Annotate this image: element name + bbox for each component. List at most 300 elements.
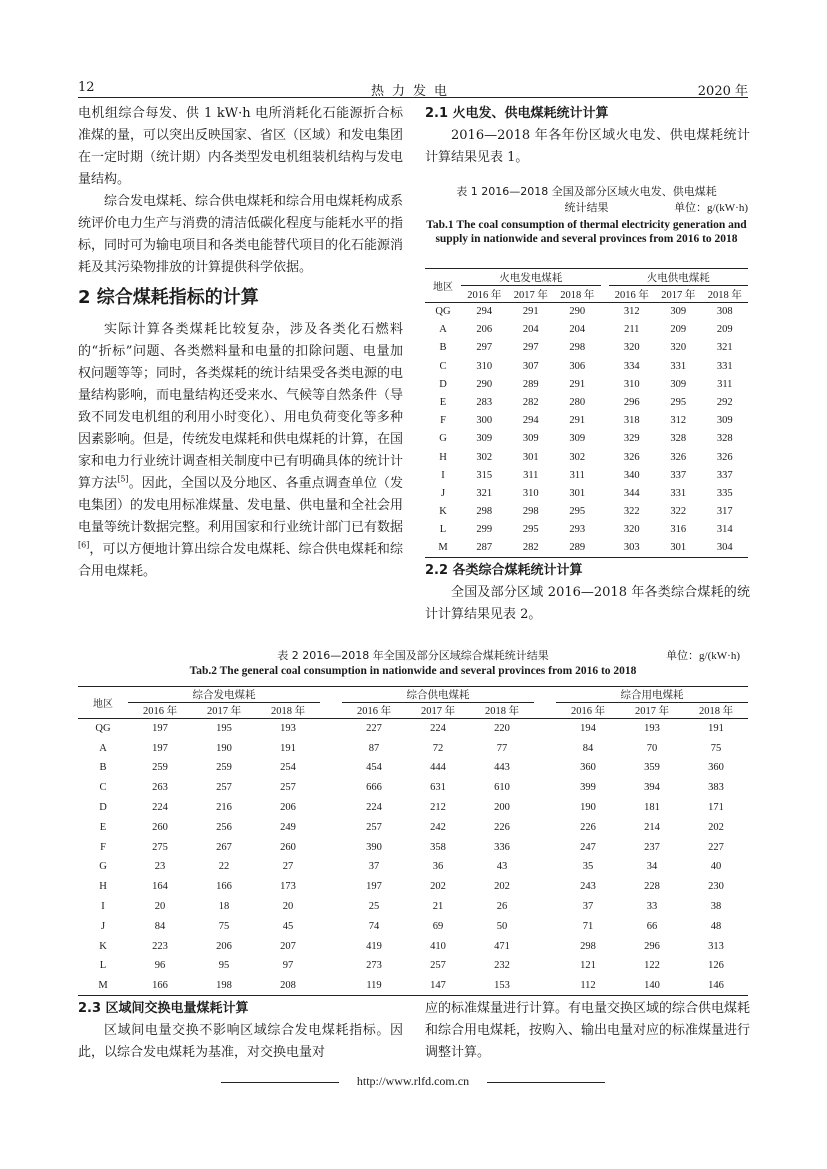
- table-row: [78, 956, 748, 976]
- value-cell: 309: [670, 378, 687, 390]
- value-cell: 119: [366, 980, 382, 991]
- value-cell: 320: [670, 342, 687, 354]
- region-cell: D: [99, 802, 107, 814]
- value-cell: 36: [432, 861, 444, 873]
- value-cell: 294: [476, 306, 493, 318]
- value-cell: 37: [368, 861, 380, 873]
- region-cell: B: [99, 762, 107, 774]
- value-cell: 207: [280, 940, 296, 952]
- year-header: 2016 年: [356, 706, 392, 717]
- value-cell: 336: [494, 841, 510, 853]
- value-cell: 298: [580, 940, 596, 952]
- column-gap: [320, 817, 342, 837]
- value-cell: 45: [282, 920, 294, 932]
- value-cell: 249: [280, 821, 296, 833]
- column-gap: [601, 393, 609, 411]
- value-cell: 280: [569, 397, 586, 409]
- value-cell: 224: [366, 802, 382, 814]
- value-cell: 273: [366, 960, 382, 972]
- value-cell: 48: [710, 920, 722, 932]
- value-cell: 444: [430, 762, 446, 774]
- column-gap: [320, 877, 342, 897]
- value-cell: 313: [708, 940, 724, 952]
- value-cell: 69: [432, 920, 444, 932]
- table-row: [425, 375, 748, 393]
- value-cell: 297: [476, 342, 493, 354]
- value-cell: 206: [280, 802, 296, 814]
- value-cell: 75: [218, 920, 230, 932]
- footer-url[interactable]: http://www.rlfd.com.cn: [356, 1074, 470, 1088]
- value-cell: 193: [644, 723, 660, 735]
- table-row: [78, 778, 748, 798]
- value-cell: 317: [716, 506, 733, 518]
- value-cell: 328: [670, 433, 687, 445]
- value-cell: 43: [496, 861, 508, 873]
- value-cell: 289: [569, 542, 586, 554]
- value-cell: 309: [569, 433, 586, 445]
- footer-rule: [487, 1082, 605, 1083]
- region-cell: M: [98, 980, 108, 991]
- value-cell: 322: [670, 506, 687, 518]
- table1-caption: [425, 184, 748, 246]
- value-cell: 257: [280, 782, 296, 794]
- column-gap: [320, 798, 342, 818]
- table-row: [425, 503, 748, 521]
- value-cell: 290: [569, 306, 586, 318]
- value-cell: 267: [216, 841, 232, 853]
- value-cell: 198: [216, 980, 232, 991]
- value-cell: 197: [152, 742, 168, 754]
- value-cell: 204: [569, 324, 586, 336]
- value-cell: 443: [494, 762, 510, 774]
- table-row: [425, 393, 748, 411]
- value-cell: 294: [522, 415, 539, 427]
- region-cell: B: [439, 342, 447, 354]
- value-cell: 18: [218, 901, 230, 913]
- paragraph: 应的标准煤量进行计算。有电量交换区域的综合供电煤耗和综合用电煤耗，按购入、输出电量对应的标准煤量进行调整计算。: [425, 1001, 751, 1060]
- column-gap: [601, 412, 609, 430]
- column-gap: [320, 916, 342, 936]
- region-cell: H: [99, 881, 107, 893]
- value-cell: 296: [623, 397, 640, 409]
- value-cell: 23: [154, 861, 166, 873]
- value-cell: 309: [716, 415, 733, 427]
- region-cell: G: [99, 861, 107, 873]
- value-cell: 211: [624, 324, 640, 336]
- value-cell: 166: [152, 980, 168, 991]
- table2-caption-en: Tab.2 The general coal consumption in nationwide and several provinces from 2016 to 2018: [189, 665, 637, 677]
- region-cell: J: [100, 920, 106, 932]
- table2-unit: 单位：g/(kW·h): [666, 650, 740, 662]
- year-header: 2016 年: [570, 706, 606, 717]
- column-gap: [534, 817, 556, 837]
- value-cell: 309: [522, 433, 539, 445]
- region-cell: H: [439, 451, 447, 463]
- section-heading: 2 综合煤耗指标的计算: [78, 287, 259, 308]
- column-gap: [601, 448, 609, 466]
- table-row: [78, 738, 748, 758]
- table1-caption-en: Tab.1 The coal consumption of thermal electricity generation and supply in nationwide and several provinces from 2016 to 2018: [426, 219, 747, 245]
- value-cell: 70: [646, 742, 658, 754]
- subsection-heading: 2.1 火电发、供电煤耗统计计算: [425, 106, 609, 121]
- value-cell: 312: [670, 415, 687, 427]
- value-cell: 308: [716, 306, 733, 318]
- value-cell: 297: [522, 342, 539, 354]
- column-gap: [320, 703, 342, 719]
- value-cell: 202: [430, 881, 446, 893]
- value-cell: 260: [152, 821, 168, 833]
- running-header: [78, 80, 748, 98]
- value-cell: 263: [152, 782, 168, 794]
- value-cell: 21: [432, 901, 444, 913]
- value-cell: 321: [476, 487, 493, 499]
- table-row: [78, 719, 748, 739]
- value-cell: 84: [582, 742, 594, 754]
- table1-caption-cn-2: 统计结果: [564, 201, 609, 214]
- column-gap: [601, 466, 609, 484]
- value-cell: 26: [496, 901, 508, 913]
- value-cell: 193: [280, 723, 296, 735]
- region-cell: E: [99, 821, 107, 833]
- table-row: [425, 303, 748, 321]
- value-cell: 326: [623, 451, 640, 463]
- citation: [5]: [117, 474, 129, 484]
- column-gap: [601, 539, 609, 557]
- table-row: [425, 448, 748, 466]
- value-cell: 121: [580, 960, 596, 972]
- value-cell: 309: [670, 306, 687, 318]
- column-gap: [534, 897, 556, 917]
- value-cell: 171: [708, 802, 724, 814]
- region-cell: K: [439, 506, 447, 518]
- page-number: 12: [78, 80, 95, 95]
- table-row: [425, 412, 748, 430]
- value-cell: 140: [644, 980, 660, 991]
- value-cell: 295: [670, 397, 687, 409]
- region-cell: I: [101, 901, 105, 913]
- column-gap: [601, 303, 609, 321]
- value-cell: 322: [623, 506, 640, 518]
- value-cell: 194: [580, 723, 596, 735]
- column-gap: [601, 321, 609, 339]
- value-cell: 299: [476, 524, 493, 536]
- citation: [6]: [78, 540, 90, 550]
- column-gap: [534, 936, 556, 956]
- value-cell: 27: [282, 861, 294, 873]
- value-cell: 204: [522, 324, 539, 336]
- value-cell: 283: [476, 397, 493, 409]
- value-cell: 197: [152, 723, 168, 735]
- value-cell: 328: [716, 433, 733, 445]
- column-gap: [534, 837, 556, 857]
- region-cell: C: [439, 360, 447, 372]
- value-cell: 232: [494, 960, 510, 972]
- table-row: [78, 976, 748, 996]
- value-cell: 334: [623, 360, 640, 372]
- column-gap: [534, 877, 556, 897]
- subsection-heading: 2.3 区域间交换电量煤耗计算: [78, 1001, 249, 1016]
- value-cell: 293: [569, 524, 586, 536]
- table1-unit: 单位：g/(kW·h): [674, 202, 748, 214]
- column-gap: [320, 897, 342, 917]
- paragraph: 综合发电煤耗、综合供电煤耗和综合用电煤耗构成系统评价电力生产与消费的清洁低碳化程度与能耗水平的指标，同时可为输电项目和各类电能替代项目的化石能源消耗及其污染物排放的计算提供科学依据。: [78, 194, 404, 275]
- year-header: 2018 年: [707, 289, 742, 301]
- value-cell: 95: [218, 960, 230, 972]
- column-gap: [601, 286, 609, 303]
- region-cell: I: [441, 469, 445, 481]
- table2-group-header: 综合发电煤耗: [128, 687, 320, 703]
- column-gap: [534, 738, 556, 758]
- region-cell: D: [439, 378, 447, 390]
- value-cell: 383: [708, 782, 724, 794]
- column-gap: [320, 758, 342, 778]
- column-gap: [534, 778, 556, 798]
- year-header: 2016 年: [142, 706, 178, 717]
- year-header: 2016 年: [467, 289, 502, 301]
- value-cell: 337: [670, 469, 687, 481]
- value-cell: 310: [522, 487, 539, 499]
- value-cell: 209: [716, 324, 733, 336]
- column-gap: [534, 976, 556, 996]
- region-cell: C: [99, 782, 107, 794]
- table-row: [78, 936, 748, 956]
- subsection-heading: 2.2 各类综合煤耗统计计算: [425, 563, 583, 578]
- value-cell: 256: [216, 821, 232, 833]
- paragraph: 2016—2018 年各年份区域火电发、供电煤耗统计计算结果见表 1。: [425, 128, 750, 165]
- value-cell: 72: [432, 742, 444, 754]
- region-cell: L: [99, 960, 107, 972]
- value-cell: 34: [646, 861, 658, 873]
- column-gap: [320, 837, 342, 857]
- column-gap: [534, 916, 556, 936]
- column-gap: [534, 758, 556, 778]
- paragraph: 全国及部分区域 2016—2018 年各类综合煤耗的统计计算结果见表 2。: [425, 585, 750, 622]
- value-cell: 20: [154, 901, 166, 913]
- column-gap: [601, 339, 609, 357]
- value-cell: 320: [623, 524, 640, 536]
- table-row: [78, 897, 748, 917]
- table2-caption-cn: 表 2 2016—2018 年全国及部分区域综合煤耗统计结果: [277, 649, 549, 662]
- value-cell: 410: [430, 940, 446, 952]
- value-cell: 259: [216, 762, 232, 774]
- value-cell: 309: [476, 433, 493, 445]
- value-cell: 318: [623, 415, 640, 427]
- footer: [78, 1074, 748, 1089]
- value-cell: 35: [582, 861, 594, 873]
- column-gap: [320, 857, 342, 877]
- table1: [425, 268, 748, 558]
- value-cell: 314: [716, 524, 733, 536]
- paragraph: 区域间电量交换不影响区域综合发电煤耗指标。因此，以综合发电煤耗为基准，对交换电量对: [78, 1023, 403, 1060]
- value-cell: 173: [280, 881, 296, 893]
- value-cell: 247: [580, 841, 596, 853]
- value-cell: 471: [494, 940, 510, 952]
- value-cell: 360: [580, 762, 596, 774]
- value-cell: 307: [522, 360, 539, 372]
- value-cell: 359: [644, 762, 660, 774]
- journal-year: 2020 年: [697, 84, 748, 99]
- column-gap: [534, 703, 556, 719]
- value-cell: 166: [216, 881, 232, 893]
- value-cell: 257: [366, 821, 382, 833]
- value-cell: 181: [644, 802, 660, 814]
- table-row: [78, 916, 748, 936]
- value-cell: 202: [708, 821, 724, 833]
- value-cell: 311: [717, 378, 733, 390]
- value-cell: 282: [522, 397, 539, 409]
- value-cell: 208: [280, 980, 296, 991]
- value-cell: 197: [366, 881, 382, 893]
- value-cell: 254: [280, 762, 296, 774]
- value-cell: 224: [152, 802, 168, 814]
- region-cell: G: [439, 433, 447, 445]
- value-cell: 291: [569, 378, 586, 390]
- value-cell: 301: [670, 542, 687, 554]
- year-header: 2018 年: [270, 706, 306, 717]
- value-cell: 223: [152, 940, 168, 952]
- value-cell: 315: [476, 469, 493, 481]
- table2-region-header: 地区: [93, 699, 113, 710]
- region-cell: A: [99, 742, 107, 754]
- value-cell: 282: [522, 542, 539, 554]
- value-cell: 146: [708, 980, 724, 991]
- value-cell: 75: [710, 742, 722, 754]
- value-cell: 74: [368, 920, 380, 932]
- bottom-left-column: [78, 998, 403, 1064]
- year-header: 2017 年: [513, 289, 548, 301]
- value-cell: 310: [476, 360, 493, 372]
- value-cell: 358: [430, 841, 446, 853]
- value-cell: 227: [366, 723, 382, 735]
- value-cell: 77: [496, 742, 508, 754]
- value-cell: 126: [708, 960, 724, 972]
- value-cell: 84: [154, 920, 166, 932]
- value-cell: 331: [670, 487, 687, 499]
- value-cell: 301: [522, 451, 539, 463]
- column-gap: [320, 778, 342, 798]
- value-cell: 454: [366, 762, 382, 774]
- table-row: [425, 466, 748, 484]
- region-cell: F: [440, 415, 446, 427]
- value-cell: 228: [644, 881, 660, 893]
- column-gap: [534, 798, 556, 818]
- region-cell: M: [438, 542, 448, 554]
- column-gap: [534, 719, 556, 739]
- value-cell: 296: [644, 940, 660, 952]
- value-cell: 190: [216, 742, 232, 754]
- value-cell: 40: [710, 861, 722, 873]
- table2-group-header: 综合用电煤耗: [556, 687, 748, 703]
- table1-caption-cn: 表 1 2016—2018 全国及部分区域火电发、供电煤耗: [456, 185, 717, 198]
- value-cell: 275: [152, 841, 168, 853]
- value-cell: 337: [716, 469, 733, 481]
- value-cell: 321: [716, 342, 733, 354]
- value-cell: 394: [644, 782, 660, 794]
- paragraph: 电机组综合每发、供 1 kW·h 电所消耗化石能源折合标准煤的量，可以突出反映国家、省区（区域）和发电集团在一定时期（统计期）内各类型发电机组装机结构与发电量结构。: [78, 106, 404, 187]
- region-cell: K: [99, 940, 107, 952]
- value-cell: 298: [569, 342, 586, 354]
- value-cell: 260: [280, 841, 296, 853]
- paragraph: 实际计算各类煤耗比较复杂，涉及各类化石燃料的“折标”问题、各类燃料量和电量的扣除问题、电量加权问题等等；同时，各类煤耗的统计结果受各类电源的电量结构影响，而电量结构还受来水、气候等自然条件（导致不同发电机组的利用小时变化）、用电负荷变化等多种因素影响。但是，传统发电煤耗和供电煤耗的计算，在国家和电力行业统计调查相关制度中已有明确具体的统计计算方法[5]。因此，全国以及分地区、各重点调查单位（发电集团）的发电用标准煤量、发电量、供电量和全社会用电量等统计数据完整。利用国家和行业统计部门已有数据[6]，可以方便地计算出综合发电煤耗、综合供电煤耗和综合用电煤耗。: [78, 322, 404, 579]
- column-gap: [320, 719, 342, 739]
- value-cell: 390: [366, 841, 382, 853]
- value-cell: 230: [708, 881, 724, 893]
- column-gap: [320, 956, 342, 976]
- table-row: [78, 798, 748, 818]
- value-cell: 340: [623, 469, 640, 481]
- bottom-right-column: [425, 998, 750, 1064]
- value-cell: 302: [569, 451, 586, 463]
- value-cell: 25: [368, 901, 380, 913]
- table-row: [425, 539, 748, 557]
- right-column-mid: [425, 560, 750, 626]
- journal-name: 热力发电: [370, 84, 455, 99]
- value-cell: 291: [522, 306, 539, 318]
- footer-rule: [221, 1082, 339, 1083]
- column-gap: [534, 857, 556, 877]
- value-cell: 50: [496, 920, 508, 932]
- value-cell: 190: [580, 802, 596, 814]
- table-row: [78, 877, 748, 897]
- value-cell: 300: [476, 415, 493, 427]
- value-cell: 237: [644, 841, 660, 853]
- value-cell: 311: [569, 469, 585, 481]
- value-cell: 326: [670, 451, 687, 463]
- column-gap: [320, 738, 342, 758]
- value-cell: 202: [494, 881, 510, 893]
- value-cell: 335: [716, 487, 733, 499]
- value-cell: 206: [476, 324, 493, 336]
- table1-group-header: 火电发电煤耗: [461, 269, 601, 286]
- value-cell: 301: [569, 487, 586, 499]
- region-cell: F: [100, 841, 106, 853]
- year-header: 2017 年: [420, 706, 456, 717]
- table-row: [425, 357, 748, 375]
- value-cell: 206: [216, 940, 232, 952]
- value-cell: 164: [152, 881, 168, 893]
- value-cell: 226: [580, 821, 596, 833]
- table2: [78, 686, 748, 996]
- right-column-top: [425, 103, 750, 169]
- region-cell: E: [439, 397, 447, 409]
- value-cell: 242: [430, 821, 446, 833]
- value-cell: 631: [430, 782, 446, 794]
- column-gap: [601, 357, 609, 375]
- column-gap: [601, 430, 609, 448]
- table2-group-header: 综合供电煤耗: [342, 687, 534, 703]
- value-cell: 257: [216, 782, 232, 794]
- value-cell: 243: [580, 881, 596, 893]
- year-header: 2018 年: [698, 706, 734, 717]
- value-cell: 329: [623, 433, 640, 445]
- region-cell: A: [439, 324, 447, 336]
- value-cell: 33: [646, 901, 658, 913]
- table-row: [425, 430, 748, 448]
- value-cell: 298: [476, 506, 493, 518]
- value-cell: 227: [708, 841, 724, 853]
- value-cell: 216: [216, 802, 232, 814]
- value-cell: 292: [716, 397, 733, 409]
- value-cell: 304: [716, 542, 733, 554]
- table1-group-header: 火电供电煤耗: [609, 269, 749, 286]
- year-header: 2018 年: [484, 706, 520, 717]
- value-cell: 96: [154, 960, 166, 972]
- value-cell: 610: [494, 782, 510, 794]
- year-header: 2017 年: [206, 706, 242, 717]
- value-cell: 191: [708, 723, 724, 735]
- year-header: 2017 年: [634, 706, 670, 717]
- table1-region-header: 地区: [433, 282, 453, 293]
